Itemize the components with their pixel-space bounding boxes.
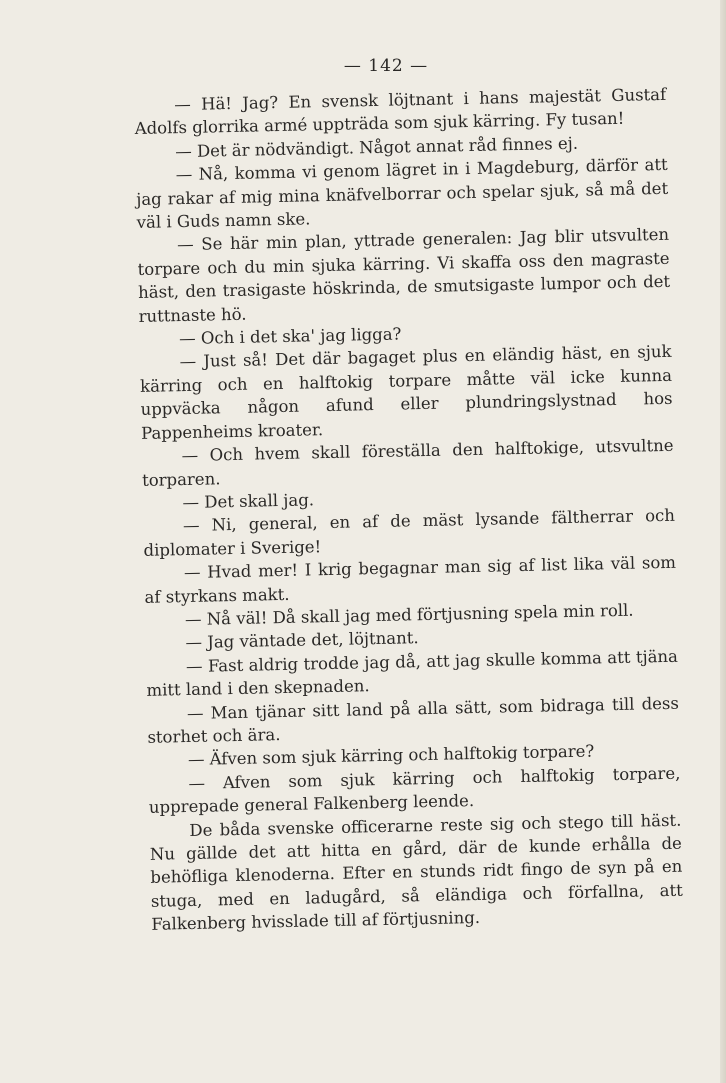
paragraph: — Man tjänar sitt land på alla sätt, som bidraga till dess storhet och ära. (147, 693, 680, 747)
paragraph: — Fast aldrig trodde jag då, att jag skulle komma att tjäna mitt land i den skepnaden. (146, 646, 679, 701)
page-edge (720, 0, 726, 1083)
paragraph: — Äfven som sjuk kärring och halftokig torpare? (187, 741, 595, 770)
paragraph: — Hä! Jag? En svensk löjtnant i hans majestät Gustaf Adolfs glorrika armé uppträda som sjuk kärring. Fy tusan! (134, 84, 667, 139)
paragraph: — Jag väntade det, löjtnant. (185, 628, 419, 653)
paragraph: — Och i det ska' jag ligga? (178, 324, 402, 349)
paragraph: — Afven som sjuk kärring och halftokig torpare, upprepade general Falkenberg leende. (148, 763, 681, 818)
paragraph: — Hvad mer! I krig begagnar man sig af list lika väl som af styrkans makt. (144, 552, 677, 607)
paragraph: — Se här min plan, yttrade generalen: Jag blir utsvulten torpare och du min sjuka kärring. Vi skaffa oss den magraste häst, den trasigaste höskrinda, de smutsigaste lumpor och det ruttnaste hö. (137, 225, 671, 326)
paragraph: — Ni, general, en af de mäst lysande fältherrar och diplomater i Sverige! (143, 506, 676, 560)
paragraph: De båda svenske officerarne reste sig och stego till häst. Nu gällde det att hitta en gård, där de kunde erhålla de behöfliga klenoderna. Efter en stunds ridt fingo de syn på en stuga, med en ladugård, så eländiga och förfallna, att Falkenberg hvisslade till af förtjusning. (149, 810, 683, 935)
paragraph: — Nå väl! Då skall jag med förtjusning spela min roll. (184, 600, 634, 629)
paragraph: — Och hvem skall föreställa den halftokige, utsvultne torparen. (141, 435, 674, 490)
paragraph: — Nå, komma vi genom lägret in i Magdeburg, därför att jag rakar af mig mina knäfvelborrar och spelar sjuk, så må det väl i Guds namn ske. (136, 155, 669, 233)
page-number: — 142 — (343, 56, 429, 76)
paragraph: — Det skall jag. (182, 490, 315, 512)
paragraph: — Just så! Det där bagaget plus en eländig häst, en sjuk kärring och en halftokig torpare måtte väl icke kunna uppväcka någon afund eller plundringslystnad hos Pappenheims kroater. (139, 342, 673, 443)
paragraph: — Det är nödvändigt. Något annat råd finnes ej. (175, 133, 579, 161)
body-text (134, 83, 684, 937)
